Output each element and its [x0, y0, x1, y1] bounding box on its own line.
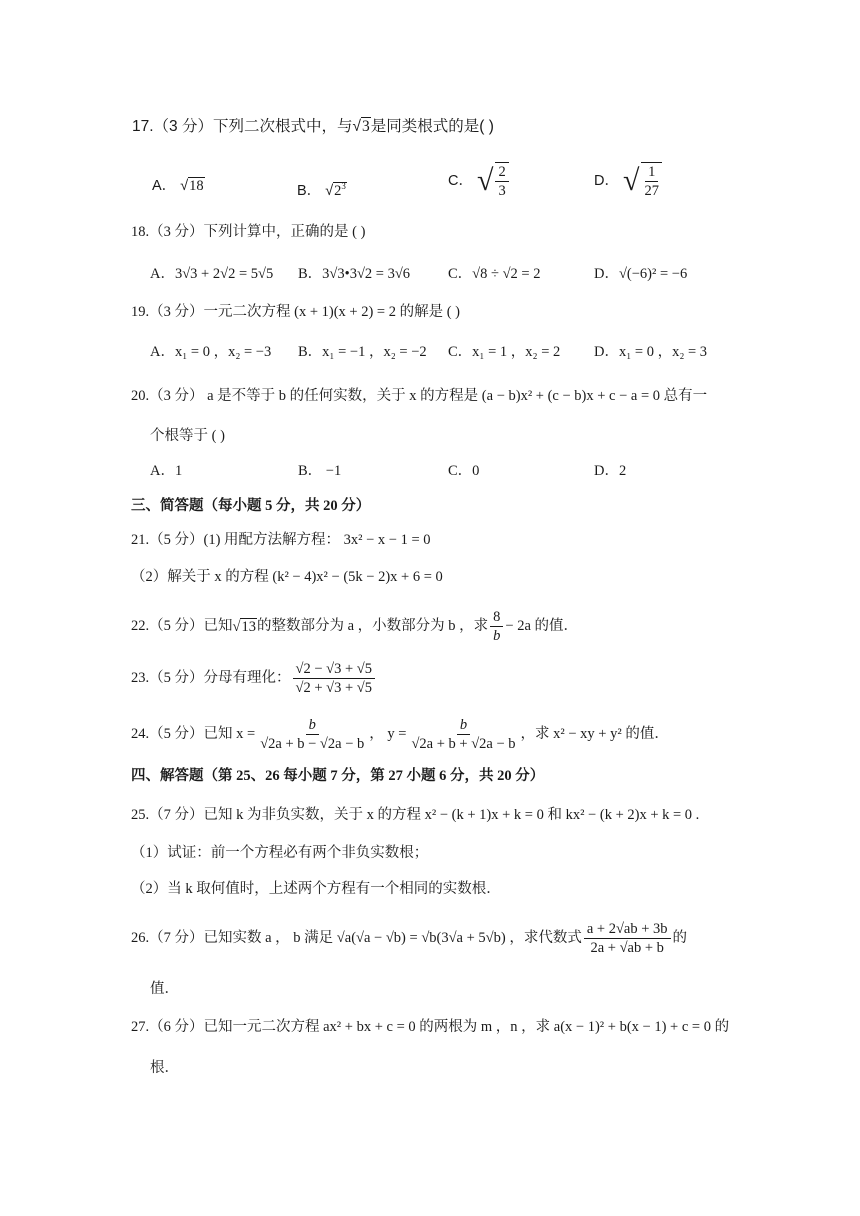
question-27-line1: 27.（6 分）已知一元二次方程 ax² + bx + c = 0 的两根为 m ，n ，求 a(x − 1)² + b(x − 1) + c = 0 的 — [131, 1019, 730, 1035]
q20-option-b: B． −1 — [298, 463, 342, 479]
question-26: 26.（7 分）已知实数 a ， b 满足 √a(√a − √b) = √b(3√a + 5√b) ，求代数式 $\frac{a + 2√ab + 3b}{2a + √ab + b}$ 的 — [131, 921, 688, 957]
q19-option-d: D．x₁ = 0 ，x₂ = 3 — [594, 344, 708, 360]
q19-option-a: A．x₁ = 0 ，x₂ = −3 — [150, 344, 272, 360]
question-24: 24.（5 分）已知 x = $\frac{b}{√2a + b - √2a - b}$ ， y = $\frac{b}{√2a + b + √2a - b}$ ，求 x² − xy + y² 的值． — [131, 717, 669, 753]
q19-option-b: B．x₁ = −1 ，x₂ = −2 — [298, 344, 427, 360]
q20-option-d: D．2 — [594, 463, 627, 479]
q17-option-b: B． $√2^3$ — [297, 181, 346, 199]
q17-option-d: D． √ $\frac{1}{27}$ — [594, 162, 664, 200]
q17-option-a: A． √18 — [152, 178, 204, 194]
question-25-line2: （1）试证：前一个方程必有两个非负实数根； — [131, 845, 429, 861]
q19-option-c: C．x₁ = 1 ，x₂ = 2 — [448, 344, 561, 360]
q18-option-c: C．√8 ÷ √2 = 2 — [448, 266, 541, 282]
section-3-heading: 三、简答题（每小题 5 分，共 20 分） — [131, 498, 371, 514]
question-21-line1: 21.（5 分）(1) 用配方法解方程： 3x² − x − 1 = 0 — [131, 532, 431, 548]
question-20-stem: 20.（3 分） a 是不等于 b 的任何实数，关于 x 的方程是 (a − b)x² + (c − b)x + c − a = 0 总有一 — [131, 388, 708, 404]
q20-option-a: A．1 — [150, 463, 183, 479]
q17-option-c: C． √ $\frac{2}{3}$ — [448, 162, 511, 200]
question-19-stem: 19.（3 分）一元二次方程 (x + 1)(x + 2) = 2 的解是 ( ) — [131, 304, 461, 320]
q18-option-b: B．3√3•3√2 = 3√6 — [298, 266, 411, 282]
q20-option-c: C．0 — [448, 463, 480, 479]
question-22: 22.（5 分）已知√13的整数部分为 a ，小数部分为 b ，求 $\frac{8}{b}$ − 2a 的值． — [131, 609, 579, 645]
question-18-stem: 18.（3 分）下列计算中，正确的是 ( ) — [131, 224, 366, 240]
q18-option-d: D．√(−6)² = −6 — [594, 266, 688, 282]
question-23: 23.（5 分）分母有理化： $\frac{√2 - √3 + √5}{√2 + √3 + √5}$ — [131, 656, 377, 700]
section-4-heading: 四、解答题（第 25、26 每小题 7 分，第 27 小题 6 分，共 20 分） — [131, 768, 545, 784]
question-26-line2: 值． — [150, 981, 179, 997]
sqrt-3: √3 — [352, 118, 370, 135]
question-25-line1: 25.（7 分）已知 k 为非负实数，关于 x 的方程 x² − (k + 1)x + k = 0 和 kx² − (k + 2)x + k = 0 . — [131, 807, 700, 823]
question-17-stem: 17.（3 分）下列二次根式中，与√3是同类根式的是( ) — [132, 118, 494, 136]
q18-option-a: A．3√3 + 2√2 = 5√5 — [150, 266, 274, 282]
question-20-stem-cont: 个根等于 ( ) — [150, 428, 225, 444]
question-21-line2: （2）解关于 x 的方程 (k² − 4)x² − (5k − 2)x + 6 = 0 — [131, 569, 443, 585]
question-27-line2: 根． — [150, 1060, 179, 1076]
question-25-line3: （2）当 k 取何值时，上述两个方程有一个相同的实数根． — [131, 881, 501, 897]
